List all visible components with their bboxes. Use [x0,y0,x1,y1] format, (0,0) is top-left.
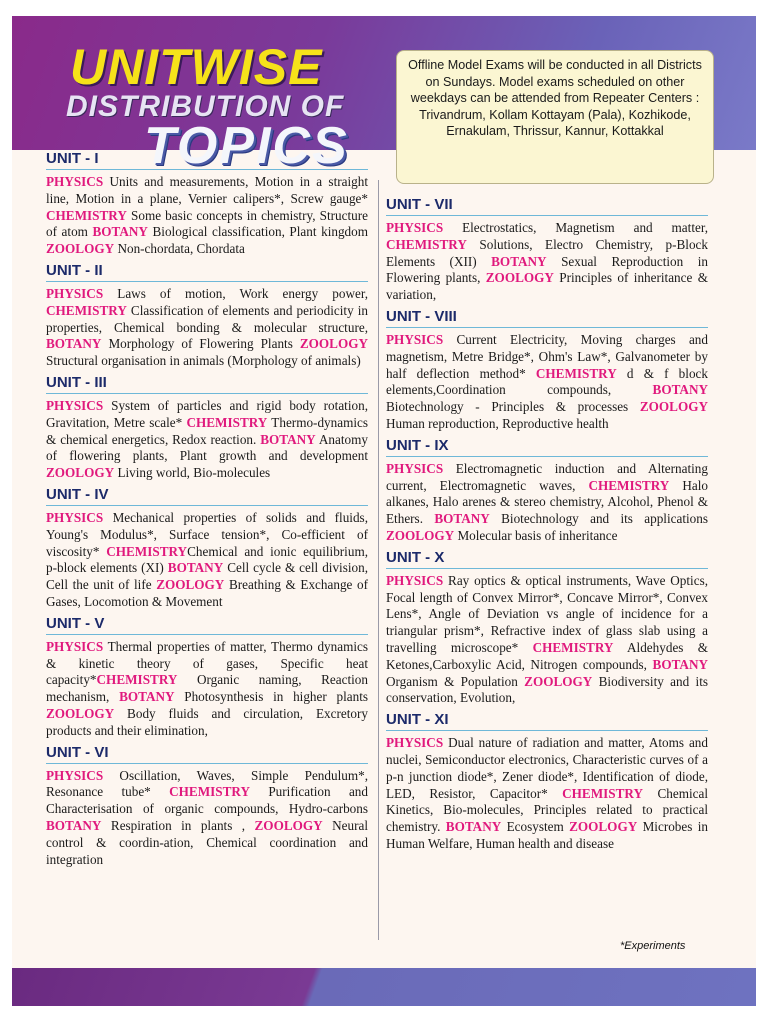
subject-label: PHYSICS [46,285,104,301]
unit-heading: UNIT - II [46,262,368,282]
topic-text: Halo alkanes, Halo arenes & stereo chemistry, Alcohol, Phenol & Ethers. [386,477,708,527]
subject-label: ZOOLOGY [386,527,455,543]
topic-text: Principles of inheritance & variation, [386,270,708,303]
title-line-2: DISTRIBUTION OF [66,90,345,123]
topic-text: Living world, Bio-molecules [114,465,271,481]
subject-label: BOTANY [119,689,175,705]
topic-text: Oscillation, Waves, Simple Pendulum*, Resonance tube* [46,767,368,800]
unit-heading: UNIT - V [46,615,368,635]
subject-label: ZOOLOGY [639,399,708,415]
unit-heading: UNIT - IV [46,486,368,506]
unit-topics [46,768,368,869]
topic-text: Biotechnology and its applications [489,511,708,527]
subject-label: ZOOLOGY [156,577,225,593]
subject-label: PHYSICS [46,638,104,654]
unit-section [386,196,708,304]
subject-label: PHYSICS [386,220,444,235]
subject-label: ZOOLOGY [46,241,115,257]
subject-label: PHYSICS [386,460,444,476]
subject-label: CHEMISTRY [562,785,643,801]
unit-heading: UNIT - I [46,150,368,170]
unit-heading: UNIT - III [46,374,368,394]
column-divider [378,180,379,940]
topic-text: Chemical Kinetics, Bio-molecules, Principles related to practical chemistry. [386,785,708,835]
topic-text: Neural control & coordin-ation, Chemical coordination and integration [46,817,368,867]
topic-text: Structural organisation in animals (Morphology of animals) [46,353,361,369]
topic-text: Aldehydes & Ketones,Carboxylic Acid, Nitrogen compounds, [386,639,709,672]
unit-topics [46,174,368,258]
subject-label: BOTANY [167,560,224,576]
unit-heading: UNIT - IX [386,437,708,457]
topic-text: Dual nature of radiation and matter, Atoms and nuclei, Semiconductor electronics, Characteristic curves of a p-n junction diode*, Zener diode*, Identification of diode, LED, Resistor, Capacitor* [386,735,708,801]
unit-section [386,308,708,433]
subject-label: PHYSICS [386,572,444,588]
unit-section [386,437,708,545]
topic-text: Human reproduction, Reproductive health [386,415,609,431]
subject-label: CHEMISTRY [46,207,127,223]
topic-text: Photosynthesis in higher plants [174,689,368,705]
topic-text: Classification of elements and periodicity in properties, Chemical bonding & molecular structure, [46,302,368,335]
topic-text: Anatomy of flowering plants, Plant growth and development [46,431,368,464]
topic-text: Organism & Population [386,673,525,689]
title-line-1: UNITWISE [70,39,323,95]
subject-label: ZOOLOGY [524,673,593,689]
subject-label: PHYSICS [46,509,104,525]
unit-section [386,711,708,853]
unit-topics [386,332,708,433]
subject-label: PHYSICS [386,331,444,347]
subject-label: BOTANY [652,382,708,398]
title-line-3: TOPICS [144,117,349,175]
topic-text: Organic naming, Reaction mechanism, [46,672,368,705]
subject-label: CHEMISTRY [96,672,178,688]
subject-label: CHEMISTRY [386,236,467,252]
topic-text: Laws of motion, Work energy power, [103,285,368,301]
subject-label: ZOOLOGY [485,270,554,286]
unit-section [46,486,368,611]
subject-label: PHYSICS [386,735,444,751]
subject-label: ZOOLOGY [254,817,323,833]
unit-topics [386,220,708,304]
topic-text: Molecular basis of inheritance [454,527,618,543]
unit-topics [46,286,368,370]
unit-heading: UNIT - VI [46,744,368,764]
unit-topics [386,735,708,853]
exam-notice-box: Offline Model Exams will be conducted in all Districts on Sundays. Model exams scheduled on other weekdays can be attended from Repeater Centers : Trivandrum, Kollam Kottayam (Pala), Kozhikode, Ernakulam, Thrissur, Kannur, Kottakkal [396,50,714,184]
topic-text: Electromagnetic induction and Alternating current, Electromagnetic waves, [386,460,708,493]
subject-label: ZOOLOGY [46,705,115,721]
left-column [46,150,368,872]
subject-label: PHYSICS [46,767,104,783]
subject-label: BOTANY [46,336,102,352]
unit-topics [46,639,368,740]
subject-label: BOTANY [46,817,102,833]
topic-text: Mechanical properties of solids and fluids, Young's Modulus*, Surface tension*, Co-efficient of viscosity* [46,509,368,559]
experiments-footnote: *Experiments [620,940,686,952]
topic-text: Ray optics & optical instruments, Wave Optics, Focal length of Convex Mirror*, Concave Mirror*, Convex Lens*, Angle of Deviation vs angle of incidence for a triangular prism*, Refractive index of glass slab using a travelling microscope* [386,572,708,655]
topic-text: Current Electricity, Moving charges and magnetism, Metre Bridge*, Ohm's Law*, Galvanometer by half deflection method* [386,331,708,381]
unit-section [386,549,708,707]
subject-label: PHYSICS [46,174,104,189]
unit-section [46,262,368,370]
topic-text: Non-chordata, Chordata [114,241,245,257]
right-column [386,196,708,857]
unit-topics [386,461,708,545]
topic-text: Morphology of Flowering Plants [101,336,300,352]
subject-label: CHEMISTRY [186,414,268,430]
subject-label: CHEMISTRY [588,477,670,493]
subject-label: BOTANY [260,431,316,447]
unit-heading: UNIT - VII [386,196,708,216]
subject-label: BOTANY [652,656,708,672]
topic-text: Cell cycle & cell division, Cell the unit of life [46,560,368,593]
subject-label: BOTANY [92,224,148,240]
unit-section [46,744,368,869]
subject-label: CHEMISTRY [535,365,617,381]
topic-text: Some basic concepts in chemistry, Structure of atom [46,207,368,240]
topic-text: Breathing & Exchange of Gases, Locomotion & Movement [46,577,368,609]
topic-text: Biodiversity and its conservation, Evolution, [386,673,708,706]
subject-label: ZOOLOGY [569,819,638,835]
subject-label: CHEMISTRY [169,784,250,800]
unit-section [46,374,368,482]
unit-section [46,150,368,258]
subject-label: CHEMISTRY [106,543,188,559]
unit-heading: UNIT - VIII [386,308,708,328]
subject-label: CHEMISTRY [46,302,127,318]
topic-text: Ecosystem [501,819,570,835]
unit-topics [46,510,368,611]
subject-label: BOTANY [434,511,490,527]
topic-text: Units and measurements, Motion in a straight line, Motion in a plane, Vernier calipers*, Screw gauge* [46,174,368,206]
topic-text: Thermo-dynamics & chemical energetics, Redox reaction. [46,414,368,447]
subject-label: PHYSICS [46,397,104,413]
topic-text: Solutions, Electro Chemistry, p-Block Elements (XII) [386,236,708,269]
topic-text: d & f block elements,Coordination compounds, [386,365,708,398]
unit-topics [386,573,708,707]
unit-section [46,615,368,740]
topic-text: Respiration in plants , [101,817,255,833]
unit-heading: UNIT - XI [386,711,708,731]
subject-label: CHEMISTRY [532,639,614,655]
topic-text: Body fluids and circulation, Excretory products and their elimination, [46,705,368,738]
topic-text: Thermal properties of matter, Thermo dynamics & kinetic theory of gases, Specific heat capacity* [46,638,368,688]
unit-heading: UNIT - X [386,549,708,569]
topic-text: Electrostatics, Magnetism and matter, [443,220,708,235]
topic-text: System of particles and rigid body rotation, Gravitation, Metre scale* [46,397,368,430]
subject-label: BOTANY [445,819,502,835]
topic-text: Biological classification, Plant kingdom [147,224,368,240]
topic-text: Biotechnology - Principles & processes [386,399,640,415]
subject-label: ZOOLOGY [46,465,115,481]
subject-label: BOTANY [491,253,547,269]
topic-text: Chemical and ionic equilibrium, p-block elements (XI) [46,543,368,576]
unit-topics [46,398,368,482]
footer-banner [12,968,756,1006]
topic-text: Sexual Reproduction in Flowering plants, [386,253,708,286]
topic-text: Purification and Characterisation of organic compounds, Hydro-carbons [46,784,368,817]
subject-label: ZOOLOGY [299,336,368,352]
topic-text: Microbes in Human Welfare, Human health and disease [386,819,708,851]
